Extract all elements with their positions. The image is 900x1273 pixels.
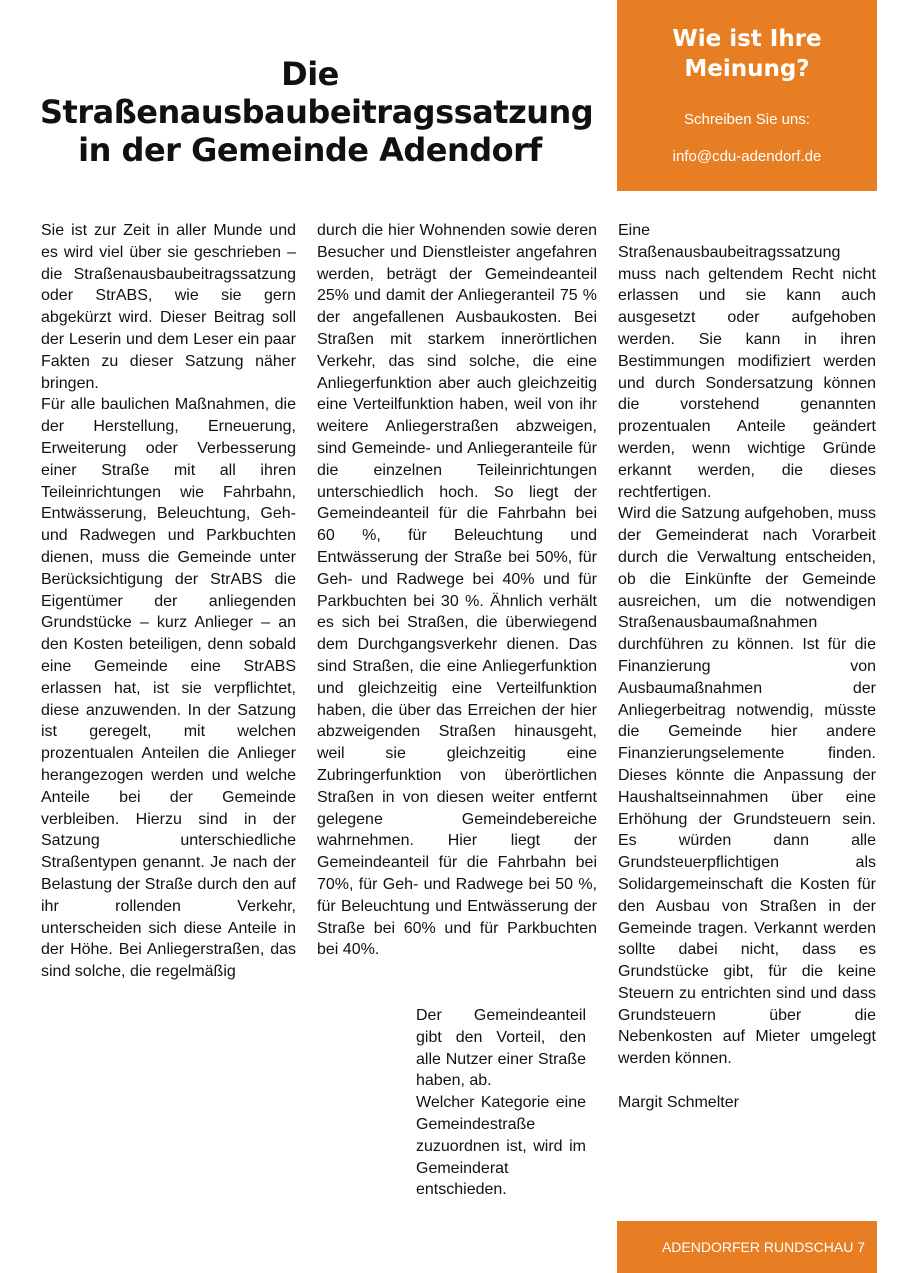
paragraph: Sie ist zur Zeit in aller Munde und es wird viel über sie geschrieben – die Straßenausbaubeitragssatzung oder StrABS, wie sie gern abgekürzt wird. Dieser Beitrag soll der Leserin und dem Leser ein paar Fakten zu dieser Satzung näher bringen. — [41, 222, 296, 392]
paragraph: Für alle baulichen Maßnahmen, die der Herstellung, Erneuerung, Erweiterung oder Verbesserung einer Straße mit all ihren Teileinrichtungen wie Fahrbahn, Entwässerung, Beleuchtung, Geh- und Radwegen und Parkbuchten dienen, muss die Gemeinde unter Berücksichtigung der StrABS die Eigentümer der anliegenden Grundstücke – kurz Anlieger – an den Kosten beteiligen, denn sobald eine Gemeinde eine StrABS erlassen hat, ist sie verpflichtet, diese anzuwenden. In der Satzung ist geregelt, mit welchen prozentualen Anteilen die Anlieger herangezogen werden und welche Anteile bei der Gemeinde verbleiben. Hierzu sind in der Satzung unterschiedliche Straßentypen genannt. Je nach der Belastung der Straße durch den auf ihr rollenden Verkehr, unterscheiden sich diese Anteile in der Höhe. Bei Anliegerstraßen, das sind solche, die regelmäßig — [41, 396, 296, 981]
publication-page-label: ADENDORFER RUNDSCHAU 7 — [661, 1239, 865, 1255]
article-column-2-inset — [416, 1005, 586, 1201]
paragraph: durch die hier Wohnenden sowie deren Besucher und Dienstleister angefahren werden, beträgt der Gemeindeanteil 25% und damit der Anliegeranteil 75 % der angefallenen Ausbaukosten. Bei Straßen mit starkem innerörtlichen Verkehr, das sind solche, die eine Anliegerfunktion aber auch gleichzeitig eine Verteilfunktion haben, weil von ihr weitere Anliegerstraßen abzweigen, sind Gemeinde- und Anliegeranteile für die einzelnen Teileinrichtungen unterschiedlich hoch. So liegt der Gemeindeanteil für die Fahrbahn bei 60 %, für Beleuchtung und Entwässerung der Straße bei 50%, für Geh- und Radwege bei 40% und für Parkbuchten bei 30 %. Ähnlich verhält es sich bei Straßen, die überwiegend dem Durchgangsverkehr dienen. Das sind Straßen, die eine Anliegerfunktion und gleichzeitig eine Verteilfunktion haben, die über das Erreichen der hier abzweigenden Straßen hinausgeht, weil sie gleichzeitig eine Zubringerfunktion von überörtlichen Straßen in von diesen weiter entfernt gelegene Gemeindebereiche wahrnehmen. Hier liegt der Gemeindeanteil für die Fahrbahn bei 70%, für Geh- und Radwege bei 50 %, für Beleuchtung und Entwässerung der Straße bei 60% und für Parkbuchten bei 40%. — [317, 222, 597, 959]
opinion-subtext: Schreiben Sie uns: — [684, 111, 810, 128]
title-line: Straßenausbaubeitragssatzung — [40, 93, 594, 131]
paragraph: Wird die Satzung aufgehoben, muss der Gemeinderat nach Vorarbeit durch die Verwaltung entscheiden, ob die Einkünfte der Gemeinde ausreichen, um die notwendigen Straßenausbaumaßnahmen durchführen zu können. Ist für die Finanzierung von Ausbaumaßnahmen der Anliegerbeitrag notwendig, müsste die Gemeinde hier andere Finanzierungselemente finden. Dieses könnte die Anpassung der Haushaltseinnahmen über eine Erhöhung der Grundsteuern sein. Es würden dann alle Grundsteuerpflichtigen als Solidargemeinschaft die Kosten für den Ausbau von Straßen in der Gemeinde tragen. Verkannt werden sollte dabei nicht, dass es Grundstücke gibt, für die keine Steuern zu entrichten sind und dass Grundsteuern über die Nebenkosten auf Mieter umgelegt werden können. — [618, 505, 876, 1068]
article-column-3 — [618, 220, 876, 1114]
paragraph: Welcher Kategorie eine Gemeindestraße zuzuordnen ist, wird im Gemeinderat entschieden. — [416, 1094, 586, 1199]
title-line: in der Gemeinde Adendorf — [78, 131, 542, 169]
article-column-2 — [317, 220, 597, 961]
opinion-box — [617, 0, 877, 191]
opinion-heading — [617, 24, 877, 84]
author-signature: Margit Schmelter — [618, 1093, 739, 1111]
opinion-heading-line: Wie ist Ihre — [672, 26, 822, 52]
article-title — [40, 55, 594, 169]
article-column-1 — [41, 220, 296, 983]
contact-email-link[interactable]: info@cdu-adendorf.de — [672, 148, 822, 165]
paragraph: Eine Straßenausbaubeitragssatzung muss nach geltendem Recht nicht erlassen und sie kann auch ausgesetzt oder aufgehoben werden. Sie kann in ihren Bestimmungen modifiziert werden und durch Sondersatzung können die vorstehend genannten prozentualen Anteile geändert werden, wenn wichtige Gründe erkannt werden, die dieses rechtfertigen. — [618, 222, 876, 501]
page-footer — [617, 1221, 877, 1273]
opinion-heading-line: Meinung? — [684, 56, 810, 82]
title-line: Die — [281, 55, 339, 93]
paragraph: Der Gemeindeanteil gibt den Vorteil, den alle Nutzer einer Straße haben, ab. — [416, 1007, 586, 1090]
